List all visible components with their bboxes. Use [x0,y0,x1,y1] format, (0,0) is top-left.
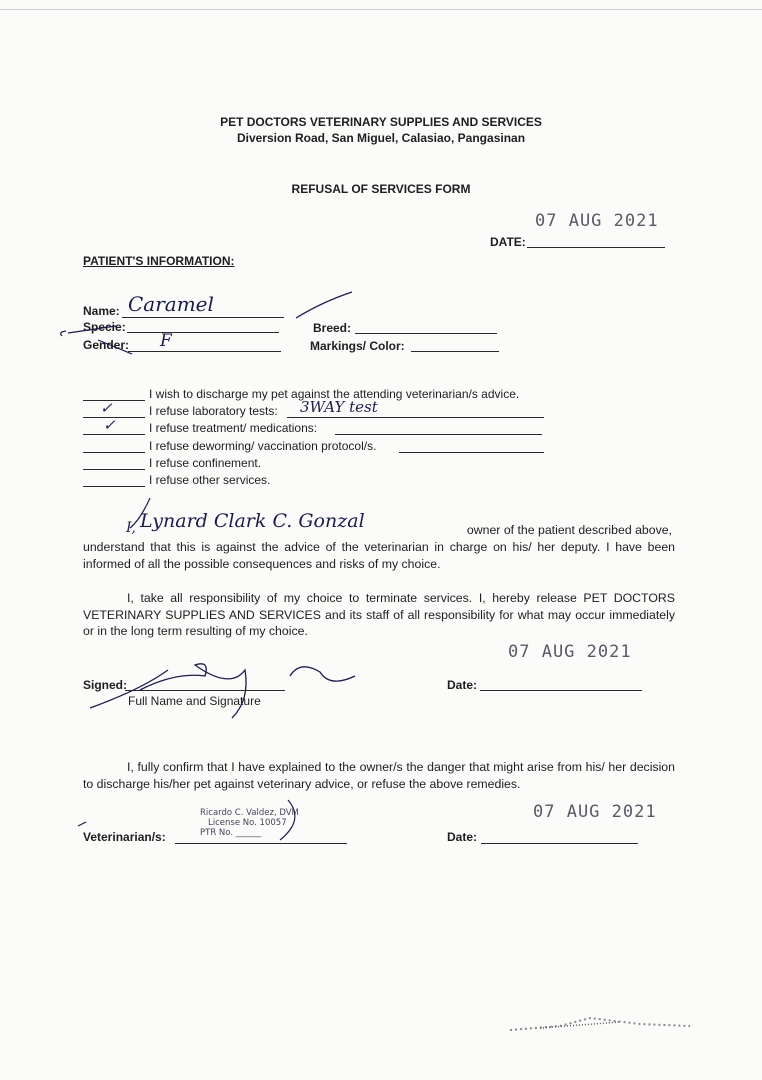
option-check-2[interactable]: ✓ [100,399,113,417]
signed-date-stamp: 07 AUG 2021 [508,642,632,662]
patient-info-heading: PATIENT'S INFORMATION: [83,254,235,268]
vet-stamp-license: License No. 10057 [208,818,287,828]
signed-sublabel: Full Name and Signature [128,694,261,708]
signed-label: Signed: [83,678,127,692]
gender-value: F [160,331,172,351]
markings-label: Markings/ Color: [310,339,405,353]
breed-label: Breed: [313,321,352,335]
name-label: Name: [83,304,120,318]
confirmation-text: I, fully confirm that I have explained to the owner/s the danger that might arise from his/ her decision to discharge his/her pet against veterinary advice, or refuse the above remedies. [83,760,675,791]
form-title: REFUSAL OF SERVICES FORM [291,182,471,196]
vet-date-stamp: 07 AUG 2021 [533,802,657,822]
veterinarian-label: Veterinarian/s: [83,830,166,844]
lab-test-detail: 3WAY test [300,398,378,416]
owner-name: Lynard Clark C. Gonzal [140,510,365,532]
specie-label: Specie: [83,320,126,334]
statement-line2: understand that this is against the advice of the veterinarian in charge on his/ her deputy. I have been informed of all the possible consequences and risks of my choice. [83,540,675,571]
option-text-6: I refuse other services. [149,473,271,487]
company-address: Diversion Road, San Miguel, Calasiao, Pangasinan [236,131,526,145]
option-text-3: I refuse treatment/ medications: [149,421,318,435]
date-stamp-top: 07 AUG 2021 [535,211,659,231]
signed-date-label: Date: [447,678,478,692]
date-label: DATE: [490,235,526,249]
vet-stamp-name: Ricardo C. Valdez, DVM [200,808,299,818]
option-text-1: I wish to discharge my pet against the attending veterinarian/s advice. [149,387,520,401]
responsibility-text: I, take all responsibility of my choice to terminate services. I, hereby release PET DOCTORS VETERINARY SUPPLIES AND SERVICES and its staff of all responsibility for what may occur immediately or in the long term resulting of my choice. [83,591,675,638]
vet-stamp-ptr: PTR No. ______ [200,828,262,838]
statement-line1: owner of the patient described above, [466,523,672,537]
option-check-3[interactable]: ✓ [103,416,116,434]
company-name: PET DOCTORS VETERINARY SUPPLIES AND SERVICES [220,115,542,129]
option-text-5: I refuse confinement. [149,456,262,470]
vet-date-label: Date: [447,830,478,844]
name-value: Caramel [128,292,214,316]
statement-prefix: I, [126,520,136,536]
option-text-2: I refuse laboratory tests: [149,404,278,418]
option-text-4: I refuse deworming/ vaccination protocol/s. [149,439,377,453]
gender-label: Gender: [83,338,130,352]
